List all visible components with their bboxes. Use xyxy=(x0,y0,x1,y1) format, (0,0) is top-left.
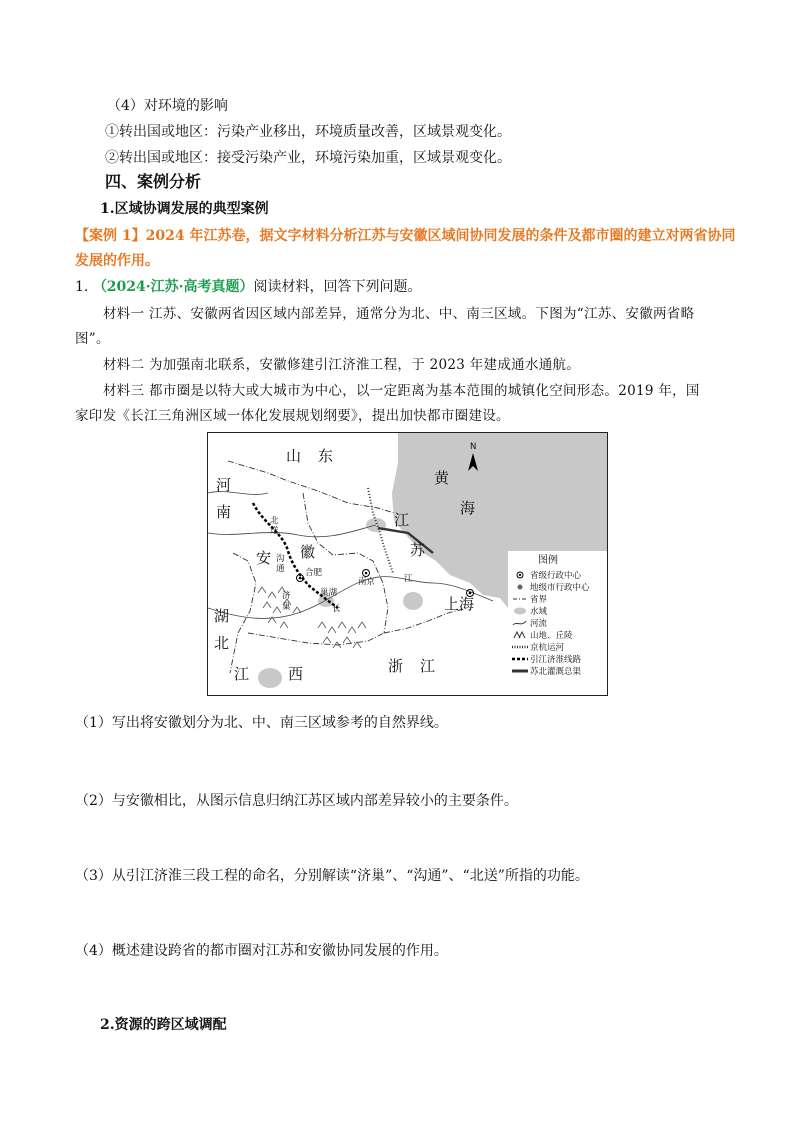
env-heading: （4）对环境的影响 xyxy=(107,98,228,114)
case-line-2: 发展的作用。 xyxy=(75,253,159,269)
map-legend xyxy=(508,551,607,695)
label-shandong-1: 山 xyxy=(286,447,302,465)
label-goutong-2: 通 xyxy=(276,564,285,574)
label-jiangxi-1: 江 xyxy=(234,665,250,683)
city-nanjing-marker xyxy=(363,570,370,577)
legend-item-7: 引江济淮线路 xyxy=(530,655,582,665)
label-zhejiang-1: 浙 xyxy=(388,657,404,675)
label-shandong-2: 东 xyxy=(318,447,334,465)
subsection-title-1: 1.区域协调发展的典型案例 xyxy=(100,201,269,217)
legend-item-8: 苏北灌溉总渠 xyxy=(530,667,582,677)
legend-item-3: 水域 xyxy=(530,607,548,617)
subquestion-3: （3）从引江济淮三段工程的命名，分别解读“济巢”、“沟通”、“北送”所指的功能。 xyxy=(75,868,589,884)
legend-item-6: 京杭运河 xyxy=(530,643,565,653)
legend-item-2: 省界 xyxy=(530,595,548,605)
env-item-2: ②转出国或地区：接受污染产业，环境污染加重，区域景观变化。 xyxy=(105,150,511,166)
label-jiqu-1: 济 xyxy=(282,591,291,601)
taihu-lake xyxy=(403,592,423,610)
legend-icon-city xyxy=(518,585,523,590)
label-jiangsu-1: 江 xyxy=(394,511,410,529)
legend-item-0: 省级行政中心 xyxy=(530,571,582,581)
subsection-title-2: 2.资源的跨区域调配 xyxy=(100,1017,227,1033)
north-label: N xyxy=(470,442,477,452)
legend-item-5: 山地、丘陵 xyxy=(530,631,573,641)
question-source: （2024·江苏·高考真题） xyxy=(92,279,254,295)
case-line-1: 【案例 1】2024 年江苏卷，据文字材料分析江苏与安徽区域间协同发展的条件及都市圈的建立对两省协同 xyxy=(75,228,736,244)
material-3-line-1: 材料三 都市圈是以特大或大城市为中心，以一定距离为基本范围的城镇化空间形态。2019 年，国 xyxy=(103,383,700,399)
label-beisong-1: 北 xyxy=(270,516,279,526)
legend-item-4: 河流 xyxy=(530,619,548,629)
subquestion-2: （2）与安徽相比，从图示信息归纳江苏区域内部差异较小的主要条件。 xyxy=(75,793,518,809)
label-nanjing: 南京 xyxy=(358,577,376,587)
legend-item-1: 地级市行政中心 xyxy=(530,583,590,593)
legend-title: 图例 xyxy=(538,555,558,566)
question-header xyxy=(75,277,422,297)
jiangsu-anhui-map xyxy=(207,432,608,696)
env-item-1: ①转出国或地区：污染产业移出，环境质量改善，区域景观变化。 xyxy=(105,124,511,140)
material-1-line-2: 图”。 xyxy=(75,331,110,347)
label-yellowsea-1: 黄 xyxy=(434,469,450,487)
label-jiangxi-2: 西 xyxy=(288,665,304,683)
label-chaohu: 巢湖 xyxy=(320,588,338,598)
label-goutong-1: 沟 xyxy=(276,554,285,564)
label-hubei-2: 北 xyxy=(214,634,230,652)
question-intro: 阅读材料，回答下列问题。 xyxy=(253,279,422,295)
material-1-line-1: 材料一 江苏、安徽两省因区域内部差异，通常分为北、中、南三区域。下图为“江苏、安徽两省略 xyxy=(103,306,695,322)
label-jiang: 江 xyxy=(404,574,413,584)
label-henan-2: 南 xyxy=(216,503,232,521)
label-henan-1: 河 xyxy=(216,476,232,494)
material-2: 材料二 为加强南北联系，安徽修建引江济淮工程，于 2023 年建成通水通航。 xyxy=(103,357,581,373)
label-shanghai: 上海 xyxy=(444,595,475,613)
subquestion-1: （1）写出将安徽划分为北、中、南三区域参考的自然界线。 xyxy=(75,715,448,731)
material-3-line-2: 家印发《长江三角洲区域一体化发展规划纲要》，提出加快都市圈建设。 xyxy=(75,408,510,424)
mountains xyxy=(258,587,366,648)
label-jiqu-2: 巢 xyxy=(282,602,291,612)
label-anhui-2: 徽 xyxy=(300,543,316,561)
poyang-lake xyxy=(258,668,282,688)
label-jiangsu-2: 苏 xyxy=(410,541,426,559)
label-hubei-1: 湖 xyxy=(214,607,230,625)
label-anhui-1: 安 xyxy=(256,549,272,567)
section-title: 四、案例分析 xyxy=(105,172,202,191)
label-beisong-2: 送 xyxy=(270,526,279,536)
label-chang: 长 xyxy=(332,604,341,614)
question-number: 1. xyxy=(75,279,89,295)
subquestion-4: （4）概述建设跨省的都市圈对江苏和安徽协同发展的作用。 xyxy=(75,943,448,959)
label-yellowsea-2: 海 xyxy=(460,499,476,517)
label-hefei: 合肥 xyxy=(305,568,323,578)
legend-icon-water xyxy=(514,608,526,615)
label-zhejiang-2: 江 xyxy=(420,657,436,675)
